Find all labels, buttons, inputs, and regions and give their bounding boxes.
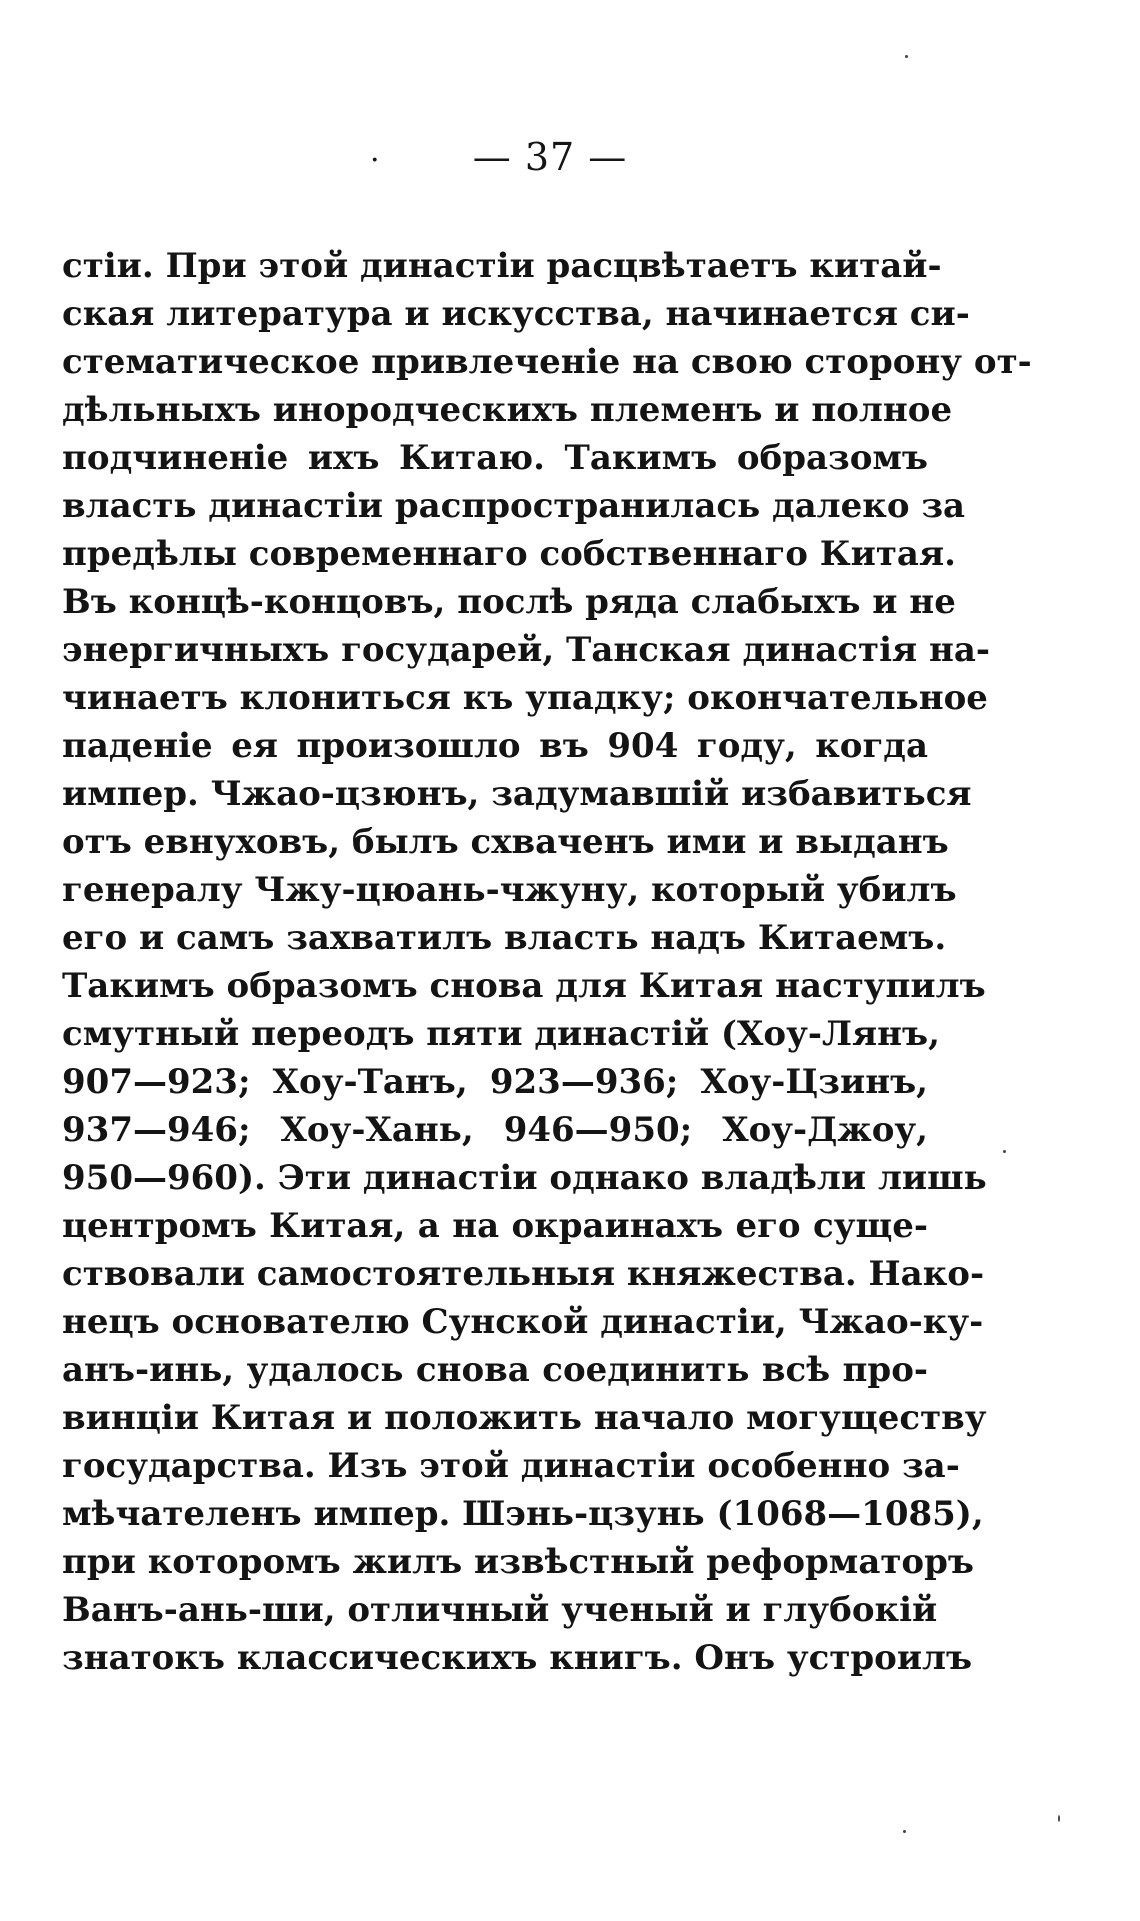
text-line: ская литература и искусства, начинается си- [62, 294, 970, 334]
text-line: паденіе ея произошло въ 904 году, когда [62, 726, 928, 766]
text-line: смутный переодъ пяти династій (Хоу-Лянъ, [62, 1014, 940, 1054]
text-line: при которомъ жилъ извѣстный реформаторъ [62, 1542, 974, 1582]
text-line: генералу Чжу-цюань-чжуну, который убилъ [62, 870, 957, 910]
text-line: 937—946; Хоу-Хань, 946—950; Хоу-Джоу, [62, 1110, 928, 1150]
scan-speck [1003, 1150, 1006, 1153]
text-line: 950—960). Эти династіи однако владѣли лишь [62, 1158, 987, 1198]
text-line: центромъ Китая, а на окраинахъ его суще- [62, 1206, 928, 1246]
text-line: мѣчателенъ импер. Шэнь-цзунь (1068—1085), [62, 1494, 984, 1534]
scan-speck [903, 1830, 906, 1833]
text-line: подчиненіе ихъ Китаю. Такимъ образомъ [62, 438, 928, 478]
text-line: Въ концѣ-концовъ, послѣ ряда слабыхъ и не [62, 582, 956, 622]
text-line: власть династіи распространилась далеко за [62, 486, 966, 526]
header-dot: · [370, 143, 380, 178]
text-line: 907—923; Хоу-Танъ, 923—936; Хоу-Цзинъ, [62, 1062, 928, 1102]
text-line: нецъ основателю Сунской династіи, Чжао-ку- [62, 1302, 984, 1342]
body-text [62, 242, 1032, 1682]
text-line: Ванъ-ань-ши, отличный ученый и глубокій [62, 1590, 938, 1630]
scan-speck [1058, 1815, 1060, 1822]
text-line: стіи. При этой династіи расцвѣтаетъ китай- [62, 246, 942, 286]
text-line: отъ евнуховъ, былъ схваченъ ими и выданъ [62, 822, 949, 862]
text-line: знатокъ классическихъ книгъ. Онъ устроилъ [62, 1638, 973, 1678]
text-line: стематическое привлеченіе на свою сторону от- [62, 342, 1032, 382]
text-line: Такимъ образомъ снова для Китая наступилъ [62, 966, 986, 1006]
text-line: чинаетъ клониться къ упадку; окончательное [62, 678, 988, 718]
text-line: предѣлы современнаго собственнаго Китая. [62, 534, 956, 574]
text-line: ствовали самостоятельныя княжества. Нако- [62, 1254, 985, 1294]
page-number-text: — 37 — [472, 135, 628, 179]
text-line: дѣльныхъ инородческихъ племенъ и полное [62, 390, 953, 430]
page-number [0, 135, 1140, 179]
scan-speck [905, 55, 908, 58]
text-line: импер. Чжао-цзюнъ, задумавшій избавиться [62, 774, 972, 814]
text-line: энергичныхъ государей, Танская династія на- [62, 630, 990, 670]
text-line: государства. Изъ этой династіи особенно за- [62, 1446, 960, 1486]
text-line: анъ-инь, удалось снова соединить всѣ про- [62, 1350, 928, 1390]
text-line: его и самъ захватилъ власть надъ Китаемъ. [62, 918, 947, 958]
text-line: винціи Китая и положить начало могуществу [62, 1398, 987, 1438]
